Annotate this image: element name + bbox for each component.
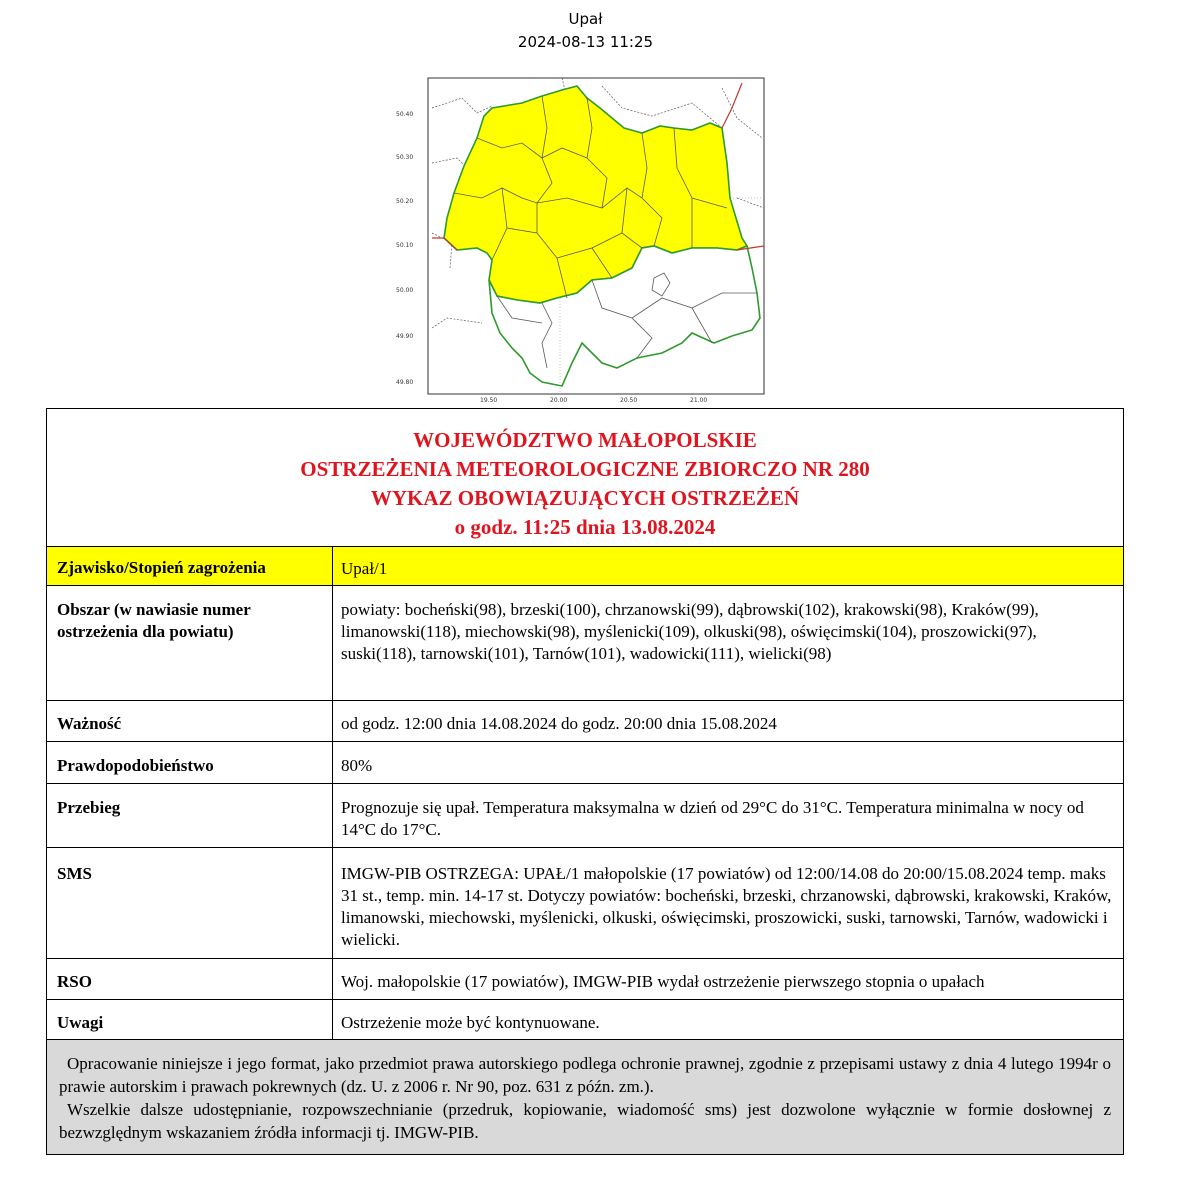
probability-value: 80%: [341, 756, 373, 775]
lon-label: 19.50: [480, 397, 498, 404]
row-rso: [47, 959, 1123, 1000]
distribution-paragraph: Wszelkie dalsze udostępnianie, rozpowszechnianie (przedruk, kopiowanie, wiadomość sms) jest dozwolone wyłącznie w formie dosłownej z bezwzględnym wskazaniem źródła informacji tj. IMGW-PIB.: [59, 1100, 1111, 1142]
phenomenon-label: Zjawisko/Stopień zagrożenia: [47, 547, 333, 585]
header-time: o godz. 11:25 dnia 13.08.2024: [454, 515, 716, 539]
lat-label: 50.00: [396, 287, 414, 294]
rso-label: RSO: [47, 959, 333, 999]
area-label: Obszar (w nawiasie numer ostrzeżenia dla powiatu): [47, 586, 333, 700]
document-header: [47, 409, 1123, 547]
remarks-value: Ostrzeżenie może być kontynuowane.: [341, 1013, 600, 1032]
probability-label: Prawdopodobieństwo: [47, 742, 333, 783]
warning-map: [392, 68, 777, 410]
page-datetime: 2024-08-13 11:25: [517, 33, 654, 51]
copyright-footer: [47, 1040, 1123, 1154]
lat-label: 50.10: [396, 242, 414, 249]
row-phenomenon: [47, 547, 1123, 586]
lon-label: 21.00: [690, 397, 708, 404]
area-value: powiaty: bocheński(98), brzeski(100), chrzanowski(99), dąbrowski(102), krakowski(98), Kraków(99), limanowski(118), miechowski(98), myślenicki(109), olkuski(98), oświęcimski(104), proszowicki(97), suski(118), tarnowski(101), Tarnów(101), wadowicki(111), wielicki(98): [341, 600, 1039, 663]
sms-value: IMGW-PIB OSTRZEGA: UPAŁ/1 małopolskie (17 powiatów) od 12:00/14.08 do 20:00/15.08.2024 temp. maks 31 st., temp. min. 14-17 st. Dotyczy powiatów: bocheński, brzeski, chrzanowski, dąbrowski, krakowski, Kraków, limanowski, miechowski, myślenicki, olkuski, oświęcimski, proszowicki, suski, tarnowski, Tarnów, wadowicki i wielicki.: [341, 864, 1112, 949]
header-warnings: OSTRZEŻENIA METEOROLOGICZNE ZBIORCZO NR 280: [300, 457, 870, 481]
row-area: [47, 586, 1123, 701]
lon-label: 20.00: [550, 397, 568, 404]
lat-label: 49.80: [396, 379, 414, 386]
row-validity: [47, 701, 1123, 742]
sms-label: SMS: [47, 848, 333, 958]
lat-label: 49.90: [396, 333, 414, 340]
page-title: Upał: [568, 10, 603, 28]
header-voivodeship: WOJEWÓDZTWO MAŁOPOLSKIE: [413, 428, 757, 452]
phenomenon-value: Upał/1: [341, 559, 388, 578]
course-value: Prognozuje się upał. Temperatura maksymalna w dzień od 29°C do 31°C. Temperatura minimalna w nocy od 14°C do 17°C.: [341, 798, 1084, 839]
lat-label: 50.20: [396, 198, 414, 205]
header-list: WYKAZ OBOWIĄZUJĄCYCH OSTRZEŻEŃ: [370, 486, 800, 510]
remarks-label: Uwagi: [47, 1000, 333, 1039]
lat-label: 50.40: [396, 111, 414, 118]
lat-label: 50.30: [396, 154, 414, 161]
course-label: Przebieg: [47, 784, 333, 847]
validity-value: od godz. 12:00 dnia 14.08.2024 do godz. 20:00 dnia 15.08.2024: [341, 714, 777, 733]
lon-label: 20.50: [620, 397, 638, 404]
validity-label: Ważność: [47, 701, 333, 741]
row-course: [47, 784, 1123, 848]
copyright-paragraph: Opracowanie niniejsze i jego format, jako przedmiot prawa autorskiego podlega ochronie prawnej, zgodnie z przepisami ustawy z dnia 4 lutego 1994r o prawie autorskim i prawach pokrewnych (dz. U. z 2006 r. Nr 90, poz. 631 z późn. zm.).: [59, 1054, 1111, 1096]
row-sms: [47, 848, 1123, 959]
row-probability: [47, 742, 1123, 784]
row-remarks: [47, 1000, 1123, 1040]
rso-value: Woj. małopolskie (17 powiatów), IMGW-PIB wydał ostrzeżenie pierwszego stopnia o upałach: [341, 972, 985, 991]
warning-document: [46, 408, 1124, 1155]
